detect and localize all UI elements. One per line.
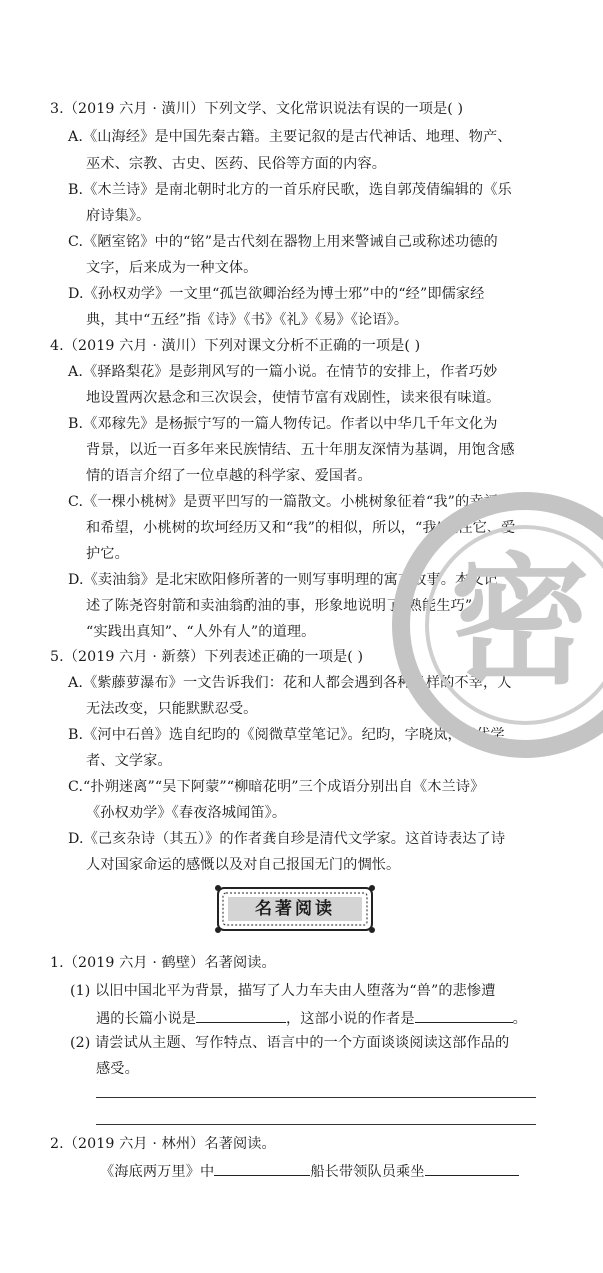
q3-option-b: B.《木兰诗》是南北朝时北方的一首乐府民歌，选自郭茂倩编辑的《乐: [68, 182, 512, 198]
q3-option-d: D.《孙权劝学》一文里“孤岂欲卿治经为博士邪”中的“经”即儒家经: [68, 286, 485, 302]
part1-text-c: 。: [512, 1011, 527, 1027]
question-4-stem: 4.（2019 六月 · 潢川）下列对课文分析不正确的一项是( ): [50, 338, 421, 354]
q3-option-a-cont: 巫术、宗教、古史、医药、民俗等方面的内容。: [86, 156, 387, 172]
q3-option-a: A.《山海经》是中国先秦古籍。主要记叙的是古代神话、地理、物产、: [68, 129, 512, 145]
author-blank[interactable]: [415, 1008, 513, 1023]
question-5-stem: 5.（2019 六月 · 新蔡）下列表述正确的一项是( ): [50, 649, 364, 665]
q4-option-c: C.《一棵小桃树》是贾平凹写的一篇散文。小桃树象征着“我”的幸福: [68, 494, 498, 510]
q4-option-c-cont1: 和希望，小桃树的坎坷经历又和“我”的相似，所以，“我”关注它、爱: [86, 520, 516, 536]
section-title-wrap: [214, 884, 376, 934]
q4-option-a: A.《驿路梨花》是彭荆风写的一篇小说。在情节的安排上，作者巧妙: [68, 364, 498, 380]
reading-1-part2: (2) 请尝试从主题、写作特点、语言中的一个方面谈谈阅读这部作品的: [70, 1035, 510, 1051]
q3-option-c-cont: 文字，后来成为一种文体。: [86, 260, 258, 276]
q4-option-b-cont1: 背景，以近一百多年来民族情结、五十年朋友深情为基调，用饱含感: [86, 442, 515, 458]
q3-option-b-cont: 府诗集》。: [86, 208, 151, 224]
q5-option-b: B.《河中石兽》选自纪昀的《阅微草堂笔记》。纪昀，字晓岚，清代学: [68, 727, 505, 743]
reading-1-part2-line2: 感受。: [96, 1061, 139, 1077]
reading-2-text-a: 《海底两万里》中: [100, 1164, 215, 1180]
reading-2-text-b: 船长带领队员乘坐: [310, 1164, 425, 1180]
q5-option-d-cont: 人对国家命运的感慨以及对自己报国无门的惆怅。: [86, 857, 401, 873]
q5-option-b-cont: 者、文学家。: [86, 753, 172, 769]
section-title: 名著阅读: [255, 899, 335, 919]
q5-option-c: C.“扑朔迷离”“吴下阿蒙”“柳暗花明”三个成语分别出自《木兰诗》: [68, 779, 485, 795]
q5-option-a: A.《紫藤萝瀑布》一文告诉我们：花和人都会遇到各种各样的不幸，人: [68, 675, 512, 691]
answer-line-1[interactable]: [96, 1097, 536, 1098]
reading-1-part1-line2: [96, 1008, 527, 1028]
part1-text-b: ，这部小说的作者是: [286, 1011, 415, 1027]
seal-glyph: 密: [449, 541, 591, 704]
q4-option-b: B.《邓稼先》是杨振宁写的一篇人物传记。作者以中华几千年文化为: [68, 416, 498, 432]
reading-2-line: [100, 1161, 519, 1181]
vessel-blank[interactable]: [425, 1161, 519, 1176]
q4-option-b-cont2: 情的语言介绍了一位卓越的科学家、爱国者。: [86, 468, 372, 484]
question-3-stem: 3.（2019 六月 · 潢川）下列文学、文化常识说法有误的一项是( ): [50, 101, 464, 117]
q4-option-c-cont2: 护它。: [86, 546, 129, 562]
q4-option-d: D.《卖油翁》是北宋欧阳修所著的一则写事明理的寓言故事。本文记: [68, 572, 498, 588]
seal-watermark: [395, 475, 603, 775]
captain-blank[interactable]: [214, 1161, 310, 1176]
part1-text-a: 遇的长篇小说是: [96, 1011, 197, 1027]
reading-2-stem: 2.（2019 六月 · 林州）名著阅读。: [50, 1136, 276, 1152]
q3-option-d-cont: 典，其中“五经”指《诗》《书》《礼》《易》《论语》。: [86, 312, 409, 328]
q4-option-d-cont1: 述了陈尧咨射箭和卖油翁酌油的事，形象地说明了“熟能生巧”、: [86, 598, 487, 614]
reading-1-part1: (1) 以旧中国北平为背景，描写了人力车夫由人堕落为“兽”的悲惨遭: [70, 983, 496, 999]
q5-option-c-cont: 《孙权劝学》《春夜洛城闻笛》。: [86, 805, 287, 821]
q5-option-d: D.《己亥杂诗（其五）》的作者龚自珍是清代文学家。这首诗表达了诗: [68, 831, 506, 847]
novel-title-blank[interactable]: [196, 1008, 286, 1023]
answer-line-2[interactable]: [96, 1124, 536, 1125]
q5-option-a-cont: 无法改变，只能默默忍受。: [86, 701, 258, 717]
q3-option-c: C.《陋室铭》中的“铭”是古代刻在器物上用来警诫自己或称述功德的: [68, 234, 498, 250]
reading-1-stem: 1.（2019 六月 · 鹤壁）名著阅读。: [50, 955, 276, 971]
q4-option-d-cont2: “实践出真知”、“人外有人”的道理。: [86, 624, 316, 640]
q4-option-a-cont: 地设置两次悬念和三次误会，使情节富有戏剧性，读来很有味道。: [86, 390, 501, 406]
